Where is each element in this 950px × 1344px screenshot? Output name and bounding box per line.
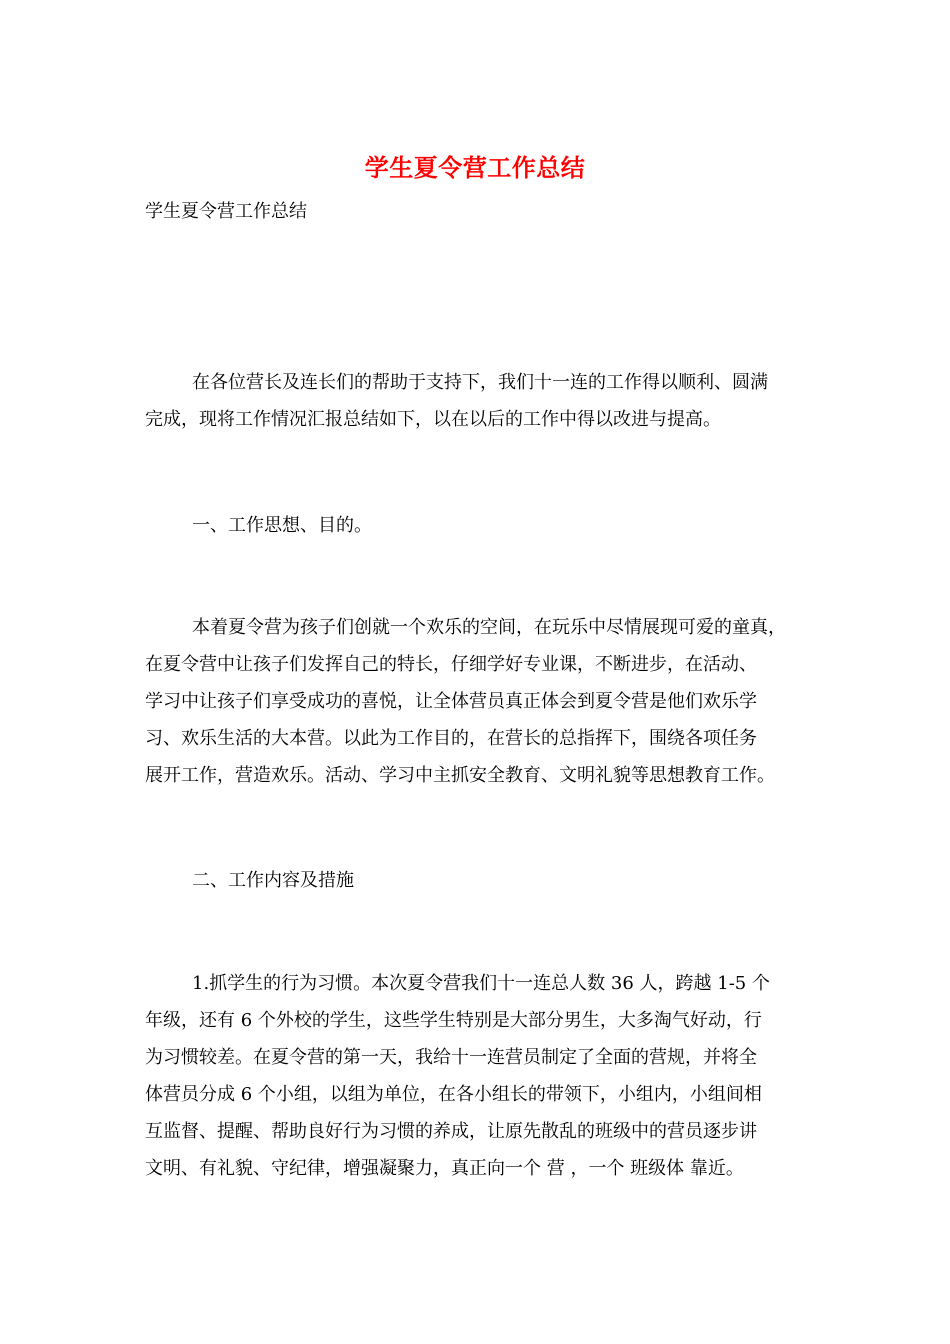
paragraph-line: 展开工作，营造欢乐。活动、学习中主抓安全教育、文明礼貌等思想教育工作。 (145, 765, 775, 786)
document-title: 学生夏令营工作总结 (364, 153, 586, 182)
paragraph-line: 完成，现将工作情况汇报总结如下，以在以后的工作中得以改进与提高。 (145, 409, 721, 430)
section-2-paragraph (145, 965, 817, 1187)
paragraph-line: 在各位营长及连长们的帮助于支持下，我们十一连的工作得以顺利、圆满 (192, 372, 768, 393)
document-subtitle: 学生夏令营工作总结 (145, 201, 307, 222)
paragraph-line: 文明、有礼貌、守纪律，增强凝聚力，真正向一个 营 ，一个 班级体 靠近。 (145, 1158, 744, 1179)
paragraph-line: 本着夏令营为孩子们创就一个欢乐的空间，在玩乐中尽情展现可爱的童真， (192, 617, 786, 638)
section-heading-text: 二、工作内容及措施 (192, 870, 354, 891)
paragraph-line: 在夏令营中让孩子们发挥自己的特长，仔细学好专业课，不断进步，在活动、 (145, 654, 757, 675)
paragraph-line: 体营员分成 6 个小组，以组为单位，在各小组长的带领下，小组内，小组间相 (145, 1084, 762, 1105)
section-heading-text: 一、工作思想、目的。 (192, 515, 372, 536)
section-heading-1 (145, 507, 817, 544)
paragraph-line: 习、欢乐生活的大本营。以此为工作目的，在营长的总指挥下，围绕各项任务 (145, 728, 757, 749)
intro-paragraph (145, 364, 817, 438)
section-1-paragraph (145, 609, 817, 794)
paragraph-line: 学习中让孩子们享受成功的喜悦，让全体营员真正体会到夏令营是他们欢乐学 (145, 691, 757, 712)
section-heading-2 (145, 862, 817, 899)
paragraph-line: 互监督、提醒、帮助良好行为习惯的养成，让原先散乱的班级中的营员逐步讲 (145, 1121, 757, 1142)
paragraph-line: 1.抓学生的行为习惯。本次夏令营我们十一连总人数 36 人，跨越 1-5 个 (192, 973, 770, 994)
paragraph-line: 为习惯较差。在夏令营的第一天，我给十一连营员制定了全面的营规，并将全 (145, 1047, 757, 1068)
paragraph-line: 年级，还有 6 个外校的学生，这些学生特别是大部分男生，大多淘气好动，行 (145, 1010, 762, 1031)
